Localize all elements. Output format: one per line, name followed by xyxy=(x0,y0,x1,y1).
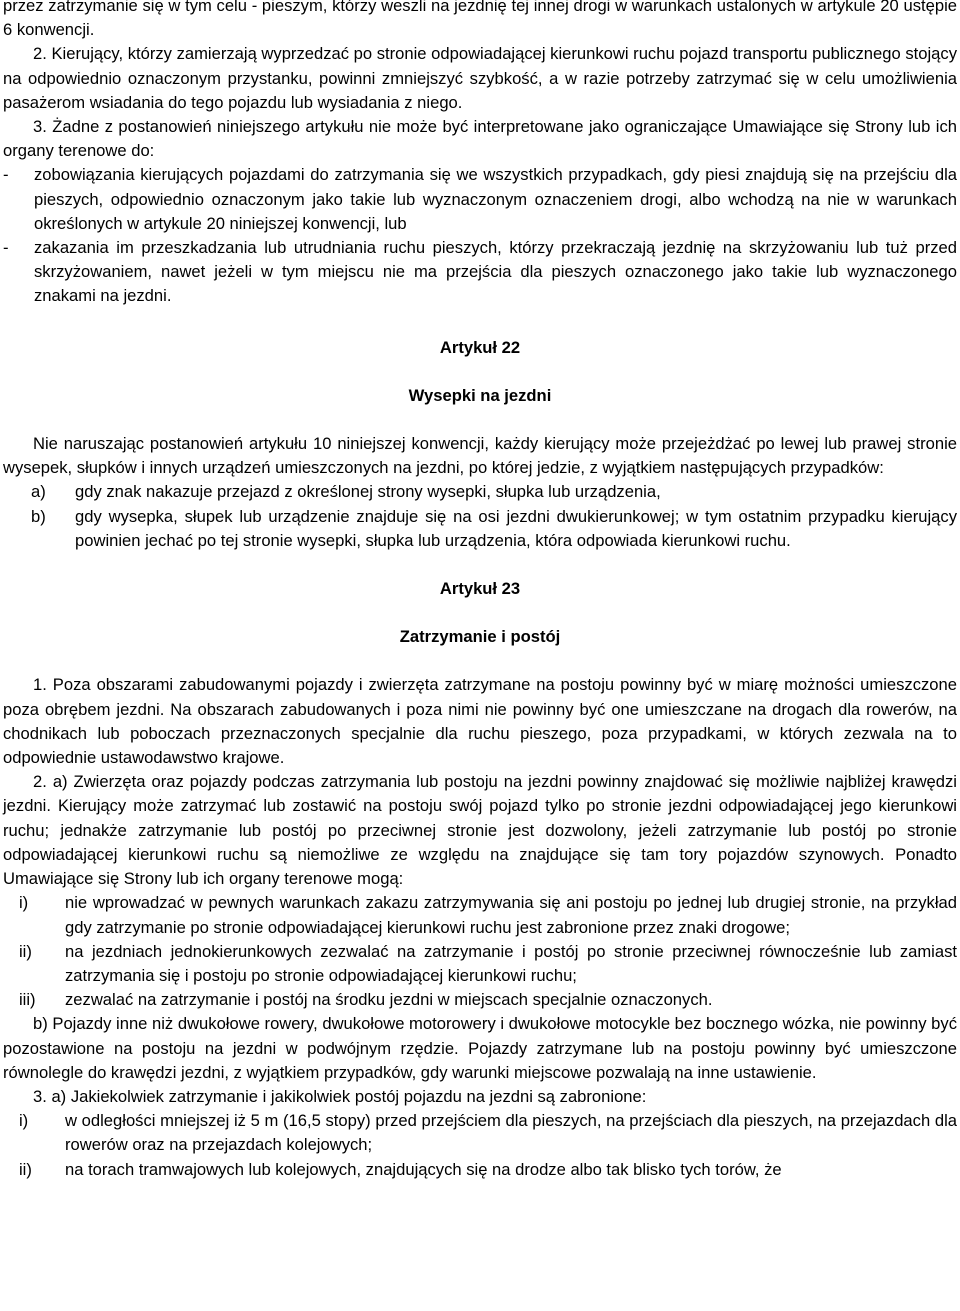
paragraph: b) Pojazdy inne niż dwukołowe rowery, dwukołowe motorowery i dwukołowe motocykle bez bocznego wózka, nie powinny być pozostawione na postoju na jezdni w podwójnym rzędzie. Pojazdy zatrzymane lub na postoju powinny być umieszczone równolegle do krawędzi jezdni, z wyjątkiem przypadków, gdy warunki miejscowe pozwalają na inne ustawienie. xyxy=(3,1014,957,1082)
list-item xyxy=(3,1158,957,1182)
list-item-text: gdy znak nakazuje przejazd z określonej strony wysepki, słupka lub urządzenia, xyxy=(75,482,661,502)
article-heading: Artykuł 23 xyxy=(439,579,521,599)
list-item xyxy=(3,163,957,236)
list-item xyxy=(3,236,957,309)
list-marker: i) xyxy=(19,1111,29,1131)
article-title: Wysepki na jezdni xyxy=(408,385,552,405)
article-heading: Artykuł 22 xyxy=(439,337,521,357)
list-marker: - xyxy=(3,238,9,258)
list-marker: - xyxy=(3,165,9,185)
list-marker: b) xyxy=(31,506,46,526)
list-item xyxy=(3,891,957,939)
list-item-text: na torach tramwajowych lub kolejowych, znajdujących się na drodze albo tak blisko tych torów, że xyxy=(65,1159,782,1179)
document-body xyxy=(3,0,957,1182)
list-item xyxy=(3,480,957,504)
list-marker: iii) xyxy=(19,990,36,1010)
paragraph: 3. a) Jakiekolwiek zatrzymanie i jakikolwiek postój pojazdu na jezdni są zabronione: xyxy=(33,1086,647,1106)
list-item-text: zezwalać na zatrzymanie i postój na środku jezdni w miejscach specjalnie oznaczonych. xyxy=(65,990,713,1010)
paragraph: 2. Kierujący, którzy zamierzają wyprzedzać po stronie odpowiadającej kierunkowi ruchu pojazd transportu publicznego stojący na odpowiednio oznaczonym przystanku, powinni zmniejszyć szybkość, a w razie potrzeby zatrzymać się w celu umożliwienia pasażerom wsiadania do tego pojazdu lub wysiadania z niego. xyxy=(3,44,957,112)
list-item xyxy=(3,988,957,1012)
article-title: Zatrzymanie i postój xyxy=(399,627,561,647)
list-marker: i) xyxy=(19,893,29,913)
paragraph: Nie naruszając postanowień artykułu 10 niniejszej konwencji, każdy kierujący może przejeżdżać po lewej lub prawej stronie wysepek, słupków i innych urządzeń umieszczonych na jezdni, po której jedzie, z wyjątkiem następujących przypadków: xyxy=(3,434,957,478)
list-item-text: w odległości mniejszej iż 5 m (16,5 stopy) przed przejściem dla pieszych, na przejściach dla pieszych, na przejazdach dla rowerów oraz na przejazdach kolejowych; xyxy=(65,1111,957,1155)
list-item xyxy=(3,1109,957,1157)
list-item xyxy=(3,940,957,988)
paragraph: 1. Poza obszarami zabudowanymi pojazdy i zwierzęta zatrzymane na postoju powinny być w miarę możności umieszczone poza obrębem jezdni. Na obszarach zabudowanych i poza nimi nie powinny być one umieszczane na drogach dla rowerów, na chodnikach lub poboczach przeznaczonych specjalnie dla ruchu pieszego, poza przypadkami, w których zezwala na to odpowiednie ustawodawstwo krajowe. xyxy=(3,675,957,768)
paragraph: 2. a) Zwierzęta oraz pojazdy podczas zatrzymania lub postoju na jezdni powinny znajdować się możliwie najbliżej krawędzi jezdni. Kierujący może zatrzymać lub zostawić na postoju swój pojazd tylko po stronie jezdni odpowiadającej jego kierunkowi ruchu; jednakże zatrzymanie lub postój po przeciwnej stronie jest dozwolony, jeżeli zatrzymanie lub postój po stronie odpowiadającej kierunkowi ruchu są niemożliwe ze względu na znajdujące się tam tory pojazdów szynowych. Ponadto Umawiające się Strony lub ich organy terenowe mogą: xyxy=(3,772,957,889)
paragraph: 3. Żadne z postanowień niniejszego artykułu nie może być interpretowane jako ograniczające Umawiające się Strony lub ich organy terenowe do: xyxy=(3,117,957,161)
list-item-text: zobowiązania kierujących pojazdami do zatrzymania się we wszystkich przypadkach, gdy piesi znajdują się na przejściu dla pieszych, odpowiednio oznaczonym jako takie lub wyznaczonym oznaczeniem drogi, albo wchodzą na nie w warunkach określonych w artykule 20 niniejszej konwencji, lub xyxy=(34,165,957,233)
list-item-text: zakazania im przeszkadzania lub utrudniania ruchu pieszych, którzy przekraczają jezdnię na skrzyżowaniu lub tuż przed skrzyżowaniem, nawet jeżeli w tym miejscu nie ma przejścia dla pieszych oznaczonego jako takie lub wyznaczonego znakami na jezdni. xyxy=(34,238,957,306)
list-marker: ii) xyxy=(19,941,32,961)
paragraph: przez zatrzymanie się w tym celu - pieszym, którzy weszli na jezdnię tej innej drogi w warunkach ustalonych w artykule 20 ustępie 6 konwencji. xyxy=(3,0,957,40)
list-item-text: na jezdniach jednokierunkowych zezwalać na zatrzymanie i postój po stronie przeciwnej równocześnie lub zamiast zatrzymania się i postoju po stronie odpowiadającej kierunkowi ruchu; xyxy=(65,941,957,985)
list-item-text: gdy wysepka, słupek lub urządzenie znajduje się na osi jezdni dwukierunkowej; w tym ostatnim przypadku kierujący powinien jechać po tej stronie wysepki, słupka lub urządzenia, która odpowiada kierunkowi ruchu. xyxy=(75,506,957,550)
list-item xyxy=(3,505,957,553)
list-item-text: nie wprowadzać w pewnych warunkach zakazu zatrzymywania się ani postoju po jednej lub drugiej stronie, na przykład gdy zatrzymanie po stronie odpowiadającej kierunkowi ruchu jest zabronione przez znaki drogowe; xyxy=(65,893,957,937)
list-marker: ii) xyxy=(19,1159,32,1179)
list-marker: a) xyxy=(31,482,46,502)
